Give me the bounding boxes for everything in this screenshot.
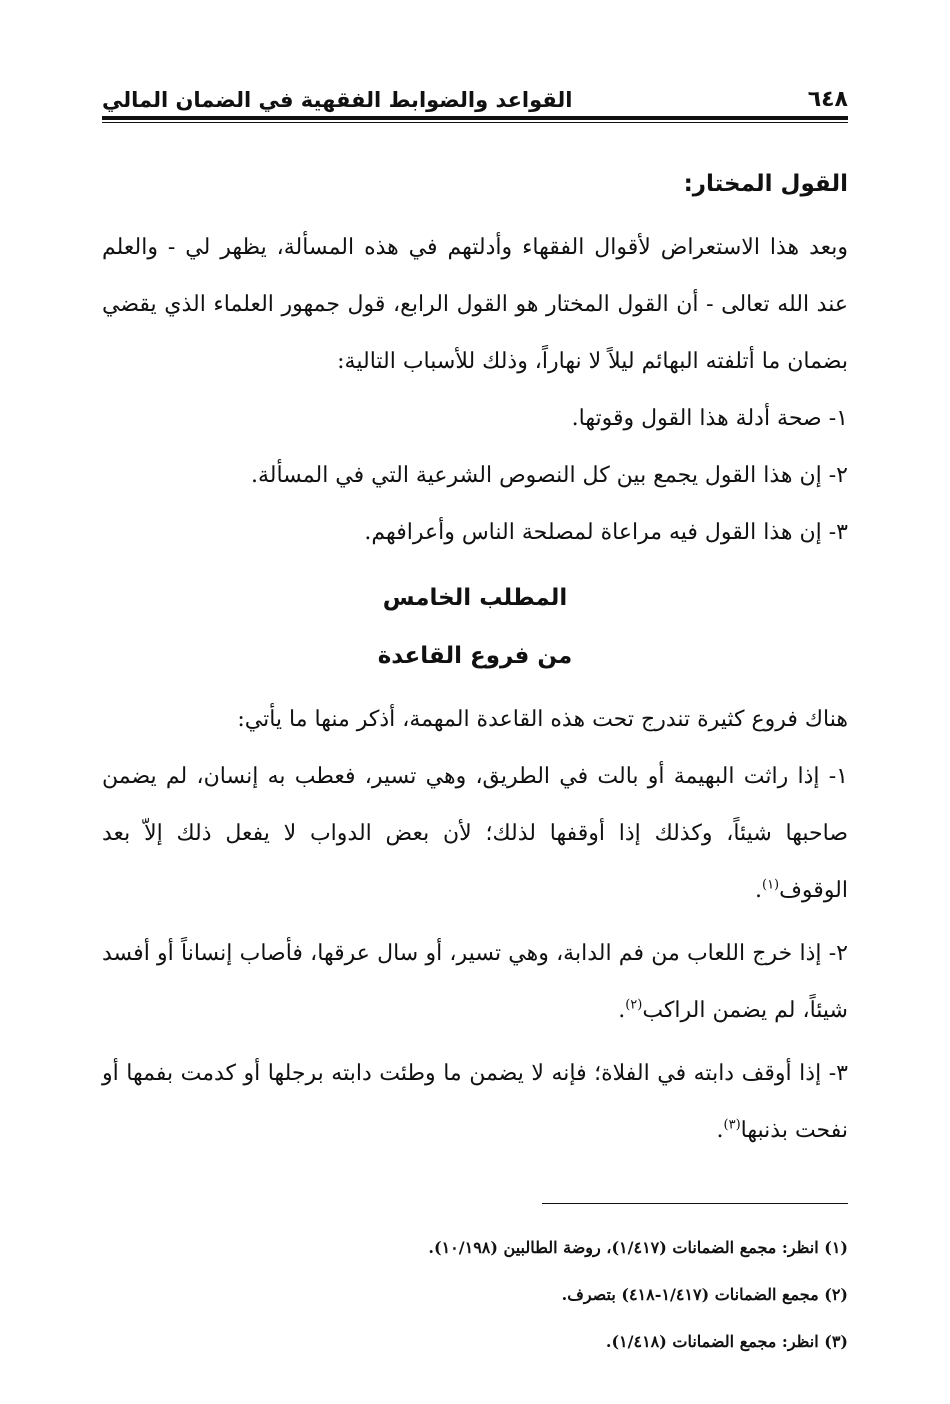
footnote-1: (١) انظر: مجمع الضمانات (١/٤١٧)، روضة الطالبين (١٠/١٩٨). xyxy=(428,1238,848,1257)
branch-item-2-end: . xyxy=(618,998,626,1023)
footnote-ref-2[interactable]: (٢) xyxy=(625,997,643,1013)
footnote-ref-3[interactable]: (٣) xyxy=(723,1117,741,1133)
branch-item-2-text: ٢- إذا خرج اللعاب من فم الدابة، وهي تسير، أو سال عرقها، فأصاب إنساناً أو أفسد شيئاً، لم يضمن الراكب xyxy=(102,941,848,1023)
branch-item-3-text: ٣- إذا أوقف دابته في الفلاة؛ فإنه لا يضمن ما وطئت دابته برجلها أو كدمت بفمها أو نفحت بذنبها xyxy=(102,1061,848,1143)
branches-intro: هناك فروع كثيرة تندرج تحت هذه القاعدة المهمة، أذكر منها ما يأتي: xyxy=(237,707,848,732)
header-rule-thick xyxy=(102,116,848,120)
section-title: المطلب الخامس xyxy=(382,585,568,611)
footnotes xyxy=(102,1224,848,1365)
book-title: القواعد والضوابط الفقهية في الضمان المالي xyxy=(102,88,573,112)
footnote-ref-1[interactable]: (١) xyxy=(761,877,780,893)
reason-item-1: ١- صحة أدلة هذا القول وقوتها. xyxy=(571,406,848,431)
branch-item-1 xyxy=(102,748,848,919)
running-header xyxy=(102,78,848,112)
book-page xyxy=(102,78,848,1378)
footnote-separator xyxy=(542,1203,848,1204)
branch-item-1-text: ١- إذا راثت البهيمة أو بالت في الطريق، وهي تسير، فعطب به إنسان، لم يضمن صاحبها شيئاً، وكذلك إذا أوقفها لذلك؛ لأن بعض الدواب لا يفعل ذلك إلاّ بعد الوقوف xyxy=(102,764,848,903)
chosen-opinion-paragraph: وبعد هذا الاستعراض لأقوال الفقهاء وأدلتهم في هذه المسألة، يظهر لي - والعلم عند الله تعالى - أن القول المختار هو القول الرابع، قول جمهور العلماء الذي يقضي بضمان ما أتلفته البهائم ليلاً لا نهاراً، وذلك للأسباب التالية: xyxy=(102,235,848,374)
branch-item-2 xyxy=(102,925,848,1039)
footnote-3: (٣) انظر: مجمع الضمانات (١/٤١٨). xyxy=(605,1332,848,1351)
branch-item-1-end: . xyxy=(754,878,762,903)
page-number: ٦٤٨ xyxy=(807,87,848,112)
header-rule-thin xyxy=(102,122,848,123)
footnote-2: (٢) مجمع الضمانات (١/٤١٧-٤١٨) بتصرف. xyxy=(561,1285,848,1304)
branch-item-3-end: . xyxy=(716,1118,724,1143)
section-subtitle: من فروع القاعدة xyxy=(377,643,573,669)
reason-item-2: ٢- إن هذا القول يجمع بين كل النصوص الشرعية التي في المسألة. xyxy=(250,463,848,488)
reason-item-3: ٣- إن هذا القول فيه مراعاة لمصلحة الناس وأعرافهم. xyxy=(364,520,848,545)
chosen-opinion-heading: القول المختار: xyxy=(683,171,848,197)
branch-item-3 xyxy=(102,1045,848,1159)
